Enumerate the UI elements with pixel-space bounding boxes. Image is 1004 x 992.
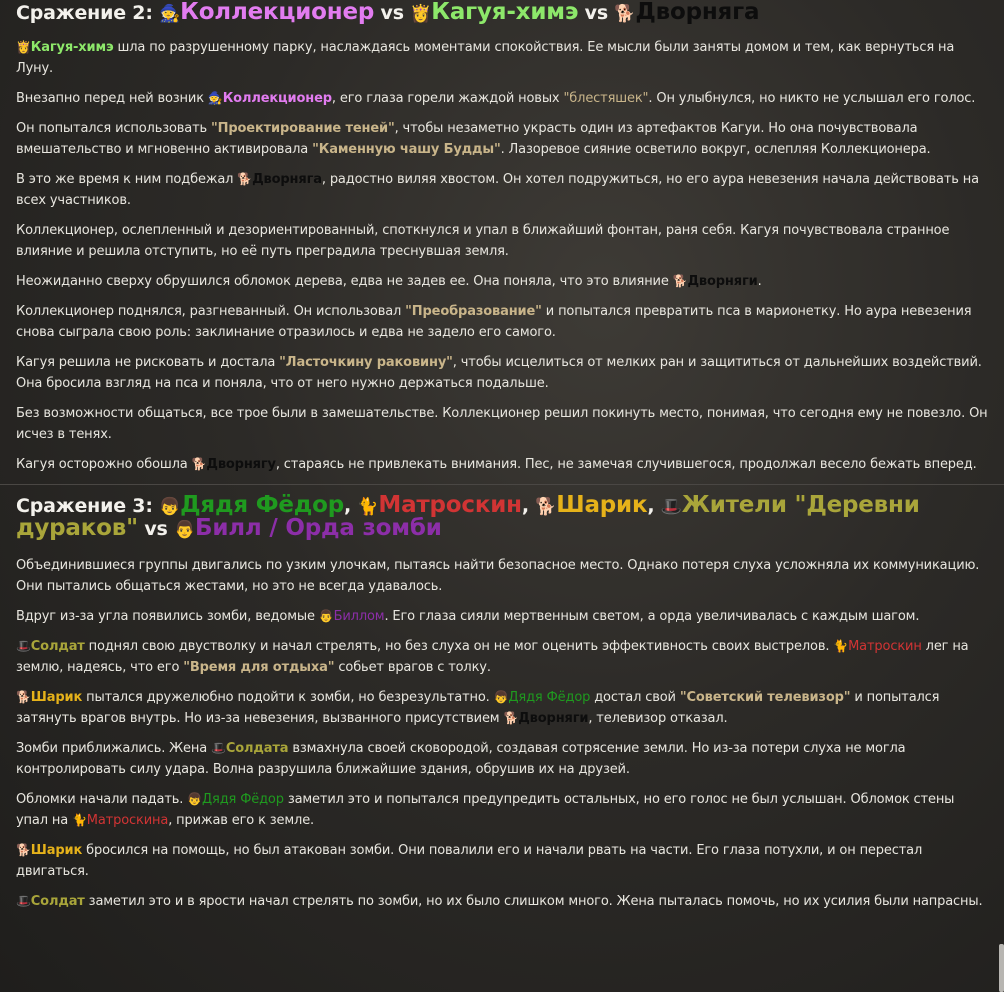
text: Объединившиеся группы двигались по узким улочкам, пытаясь найти безопасное место. Однако потеря слуха усложняла их коммуникацию. Они пытались общаться жестами, но это не всегда удавалось.: [16, 558, 980, 594]
fighter-uncle-fedor: Дядя Фёдор: [180, 492, 344, 518]
boy-icon: 👦: [493, 690, 509, 704]
top-hat-icon: 🎩: [16, 894, 31, 908]
section-divider: [0, 484, 1004, 485]
battle-3-heading: [16, 491, 988, 541]
text: В это же время к ним подбежал: [16, 172, 238, 187]
dog-icon: 🐕: [191, 457, 207, 471]
text: Коллекционер, ослепленный и дезориентированный, споткнулся и упал в ближайший фонтан, раня себя. Кагуя почувствовала странное влияние и решила отступить, но её путь преградила треснувшая земля.: [16, 223, 950, 259]
text: и попытался затянуть врагов внутрь. Но из-за невезения, вызванного присутствием: [16, 690, 940, 726]
text: . Его глаза сияли мертвенным светом, а орда увеличивалась с каждым шагом.: [384, 609, 920, 624]
dog-icon: 🐕: [16, 843, 31, 857]
fighter-mongrel: Дворняга: [635, 0, 760, 25]
text: Обломки начали падать.: [16, 792, 188, 807]
artifact-name: "Каменную чашу Будды": [312, 142, 501, 157]
paragraph: [16, 840, 988, 882]
fighter-collector: Коллекционер: [180, 0, 375, 25]
dog-icon: 🐕: [237, 172, 253, 186]
text: и попытался превратить пса в марионетку. Но аура невезения снова сыграла свою роль: заклинание отразилось и едва не задело его самого.: [16, 304, 972, 340]
text: Кагуя решила не рисковать и достала: [16, 355, 280, 370]
paragraph: [16, 169, 988, 211]
paragraph: [16, 606, 988, 627]
text: , его глаза горели жаждой новых: [331, 91, 564, 106]
text: Без возможности общаться, все трое были в замешательстве. Коллекционер решил покинуть место, понимая, что сегодня ему не повезло. Он исчез в тенях.: [16, 406, 988, 442]
artifact-name: "Время для отдыха": [183, 660, 335, 675]
text: Вдруг из-за угла появились зомби, ведомые: [16, 609, 319, 624]
character-name: Шарик: [30, 843, 83, 858]
man-icon: 👨: [174, 520, 195, 540]
character-name: Дядя Фёдор: [202, 792, 284, 807]
princess-icon: 👸: [16, 40, 31, 54]
battle-2-heading: [16, 2, 988, 25]
artifact-name: "Советский телевизор": [679, 690, 851, 705]
battle-2-section: [0, 0, 1004, 475]
vs-label: vs: [374, 2, 411, 24]
paragraph: [16, 271, 988, 292]
text: заметил это и попытался предупредить остальных, но его голос не был услышан. Обломок стены упал на: [16, 792, 955, 828]
battle-3-section: [0, 491, 1004, 912]
character-name: Дядя Фёдор: [508, 690, 591, 705]
character-name: Шарик: [30, 690, 83, 705]
dog-icon: 🐕: [16, 690, 31, 704]
text: собьет врагов с толку.: [334, 660, 491, 675]
text: , стараясь не привлекать внимания. Пес, не замечая случившегося, продолжал весело бежать вперед.: [275, 457, 977, 472]
text: , чтобы незаметно украсть один из артефактов Кагуи. Но она почувствовала вмешательство и мгновенно активировала: [16, 121, 918, 157]
character-name: Дворняги: [518, 711, 589, 726]
vs-label: vs: [137, 518, 175, 540]
text: Зомби приближались. Жена: [16, 741, 212, 756]
dog-icon: 🐕: [672, 274, 688, 288]
artifact-name: "блестяшек": [563, 91, 649, 106]
character-name: Солдата: [225, 741, 289, 756]
text: , телевизор отказал.: [588, 711, 728, 726]
character-name: Солдат: [30, 894, 85, 909]
text: заметил это и в ярости начал стрелять по зомби, но их было слишком много. Жена пыталась помочь, но их усилия были напрасны.: [84, 894, 983, 909]
text: бросился на помощь, но был атакован зомби. Они повалили его и начали рвать на части. Его глаза потухли, и он перестал двигаться.: [16, 843, 923, 879]
text: лег на землю, надеясь, что его: [16, 639, 969, 675]
character-name: Дворняги: [687, 274, 758, 289]
paragraph: [16, 352, 988, 394]
paragraph: [16, 687, 988, 729]
paragraph: [16, 454, 988, 475]
text: , чтобы исцелиться от мелких ран и защититься от дальнейших воздействий. Она бросила взгляд на пса и поняла, что от него нужно держаться подальше.: [16, 355, 982, 391]
text: . Лазоревое сияние осветило вокруг, ослепляя Коллекционера.: [500, 142, 931, 157]
separator: ,: [521, 495, 536, 517]
character-name: Дворнягу: [206, 457, 276, 472]
character-name: Солдат: [30, 639, 85, 654]
text: , прижав его к земле.: [168, 813, 315, 828]
text: взмахнула своей сковородой, создавая сотрясение земли. Но из-за потери слуха не могла контролировать силу удара. Волна разрушила ближайшие здания, обрушив их на друзей.: [16, 741, 906, 777]
paragraph: [16, 891, 988, 912]
paragraph: [16, 37, 988, 79]
fighter-matroskin: Матроскин: [378, 492, 522, 518]
paragraph: [16, 636, 988, 678]
wizard-icon: 🧙: [159, 4, 181, 24]
cat-icon: 🐈: [72, 813, 87, 827]
artifact-name: "Проектирование теней": [211, 121, 395, 136]
text: достал свой: [590, 690, 680, 705]
artifact-name: "Преобразование": [405, 304, 542, 319]
vs-label: vs: [578, 2, 615, 24]
man-icon: 👨: [318, 609, 334, 623]
text: , радостно виляя хвостом. Он хотел подружиться, но его аура невезения начала действовать на всех участников.: [16, 172, 979, 208]
fighter-kaguya: Кагуя-химэ: [431, 0, 579, 25]
text: Внезапно перед ней возник: [16, 91, 208, 106]
character-name: Коллекционер: [222, 91, 332, 106]
character-name: Кагуя-химэ: [30, 40, 114, 55]
wizard-icon: 🧙: [207, 91, 223, 105]
paragraph: [16, 789, 988, 831]
text: пытался дружелюбно подойти к зомби, но безрезультатно.: [82, 690, 494, 705]
boy-icon: 👦: [159, 497, 181, 517]
text: поднял свою двустволку и начал стрелять, но без слуха он не мог оценить эффективность своих выстрелов.: [84, 639, 834, 654]
text: Коллекционер поднялся, разгневанный. Он использовал: [16, 304, 406, 319]
princess-icon: 👸: [410, 4, 432, 24]
cat-icon: 🐈: [833, 639, 849, 653]
artifact-name: "Ласточкину раковину": [279, 355, 453, 370]
paragraph: [16, 118, 988, 160]
paragraph: [16, 220, 988, 262]
dog-icon: 🐕: [535, 497, 557, 517]
top-hat-icon: 🎩: [211, 741, 226, 755]
heading-prefix: Сражение 2:: [16, 2, 160, 24]
fighter-villagers: Жители "Деревни дураков": [16, 492, 920, 541]
scrollbar-handle[interactable]: [999, 944, 1004, 992]
text: . Он улыбнулся, но никто не услышал его голос.: [648, 91, 976, 106]
heading-prefix: Сражение 3:: [16, 495, 160, 517]
separator: ,: [343, 495, 358, 517]
top-hat-icon: 🎩: [660, 497, 682, 517]
dog-icon: 🐕: [503, 711, 519, 725]
paragraph: [16, 403, 988, 445]
paragraph: [16, 555, 988, 597]
cat-icon: 🐈: [357, 497, 379, 517]
boy-icon: 👦: [187, 792, 203, 806]
top-hat-icon: 🎩: [16, 639, 31, 653]
character-name: Биллом: [333, 609, 385, 624]
character-name: Матроскина: [86, 813, 169, 828]
separator: ,: [647, 495, 661, 517]
fighter-bill-horde: Билл / Орда зомби: [195, 515, 442, 541]
text: Кагуя осторожно обошла: [16, 457, 192, 472]
text: .: [757, 274, 762, 289]
dog-icon: 🐕: [614, 4, 636, 24]
text: Неожиданно сверху обрушился обломок дерева, едва не задев ее. Она поняла, что это влияние: [16, 274, 673, 289]
paragraph: [16, 88, 988, 109]
character-name: Матроскин: [848, 639, 922, 654]
text: шла по разрушенному парку, наслаждаясь моментами спокойствия. Ее мысли были заняты домом и тем, как вернуться на Луну.: [16, 40, 955, 76]
text: Он попытался использовать: [16, 121, 212, 136]
character-name: Дворняга: [252, 172, 322, 187]
paragraph: [16, 301, 988, 343]
fighter-sharik: Шарик: [556, 492, 648, 518]
paragraph: [16, 738, 988, 780]
